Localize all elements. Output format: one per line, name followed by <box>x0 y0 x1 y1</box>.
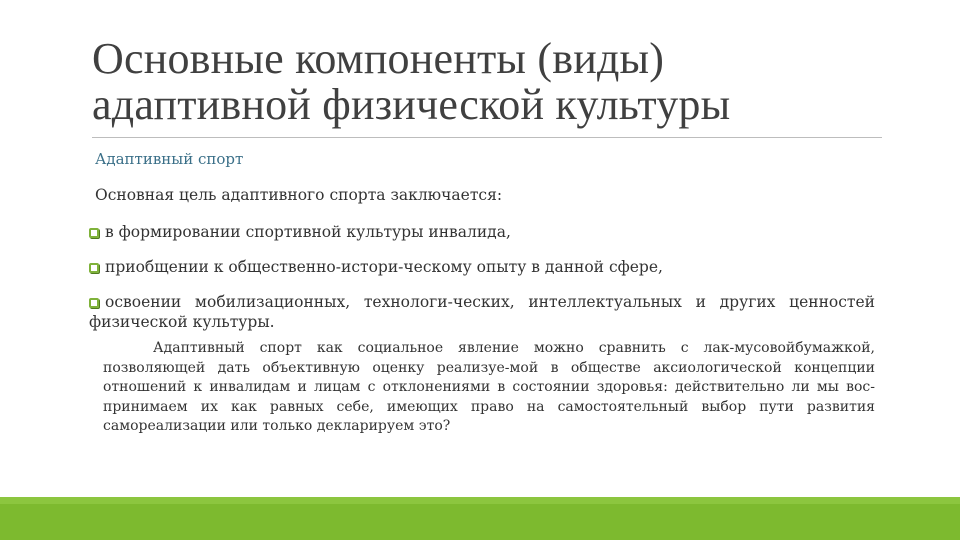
bullet-item <box>89 257 875 277</box>
title-divider <box>92 137 882 138</box>
bullet-text: освоении мобилизационных, технологи-ческих, интеллектуальных и других ценностей физической культуры. <box>89 293 875 331</box>
slide-title: Основные компоненты (виды) адаптивной физической культуры <box>92 34 731 129</box>
bullet-item <box>89 292 875 332</box>
checkbox-square-icon <box>89 228 99 238</box>
quote-paragraph: Адаптивный спорт как социальное явление можно сравнить с лак-мусовойбумажкой, позволяющей дать объективную оценку реализуе-мой в обществе аксиологической концепции отношений к инвалидам и лицам с отклонениями в состоянии здоровья: действительно ли мы вос-принимаем их как равных себе, имеющих право на самостоятельный выбор пути развития самореализации или только декларируем это? <box>103 340 875 434</box>
bullet-text: в формировании спортивной культуры инвалида, <box>105 223 511 241</box>
lead-text: Основная цель адаптивного спорта заключается: <box>95 186 503 204</box>
slide-subtitle: Адаптивный спорт <box>95 150 244 168</box>
footer-bar-inner <box>0 504 960 540</box>
bullet-item <box>89 222 875 242</box>
bullet-text: приобщении к общественно-истори-ческому опыту в данной сфере, <box>105 258 663 276</box>
checkbox-square-icon <box>89 298 99 308</box>
checkbox-square-icon <box>89 263 99 273</box>
footer-bar <box>0 497 960 540</box>
